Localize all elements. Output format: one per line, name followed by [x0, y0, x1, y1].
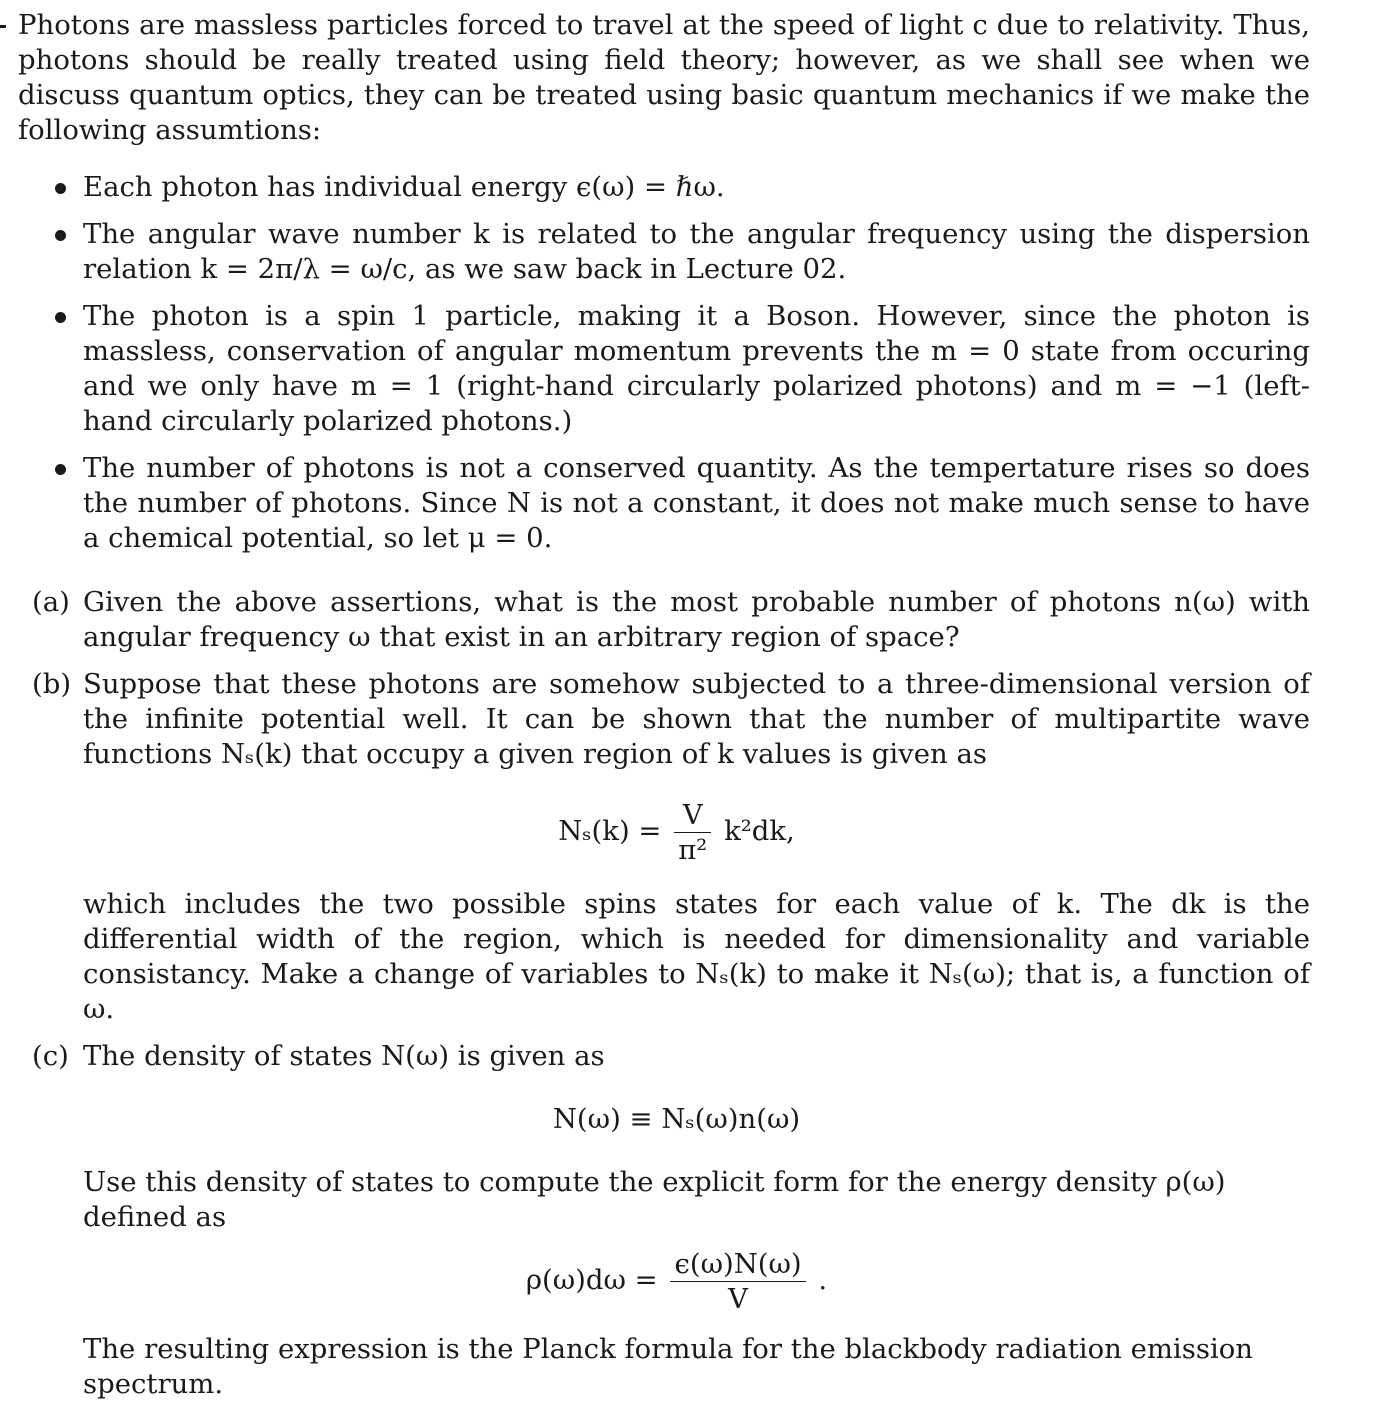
part-text-middle: Use this density of states to compute the explicit form for the energy density ρ(ω) defined as	[83, 1166, 1226, 1233]
fraction-denominator: π²	[678, 834, 708, 866]
equation-fraction	[674, 798, 711, 867]
part-text: Suppose that these photons are somehow subjected to a three-dimensional version of the infinite potential well. It can be shown that the number of multipartite wave functions Nₛ(k) that occupy a given region of k values is given as	[83, 668, 1310, 770]
assumption-text: The photon is a spin 1 particle, making it a Boson. However, since the photon is massless, conservation of angular momentum prevents the m = 0 state from occuring and we only have m = 1 (right-hand circularly polarized photons) and m = −1 (left-hand circularly polarized photons.)	[83, 300, 1310, 437]
equation-lhs: ρ(ω)dω =	[525, 1264, 658, 1296]
fraction-denominator: V	[728, 1283, 748, 1315]
equation-energy-density	[83, 1247, 1310, 1316]
part-b	[18, 667, 1310, 1027]
bullet-icon	[55, 312, 66, 323]
assumption-item	[18, 451, 1310, 556]
equation-lhs: Nₛ(k) =	[558, 815, 662, 847]
equation-ns-k	[83, 798, 1310, 867]
equation-rhs: k²dk,	[724, 815, 795, 847]
assumption-text: Each photon has individual energy ϵ(ω) = ℏω.	[83, 171, 725, 203]
part-label: (a)	[32, 586, 70, 618]
part-label: (b)	[32, 668, 72, 700]
assumption-text: The angular wave number k is related to the angular frequency using the dispersion relation k = 2π/λ = ω/c, as we saw back in Lecture 02.	[83, 218, 1310, 285]
part-text-final: The resulting expression is the Planck formula for the blackbody radiation emission spectrum.	[83, 1333, 1254, 1400]
bullet-icon	[55, 464, 66, 475]
part-text: The density of states N(ω) is given as	[83, 1040, 605, 1072]
intro-paragraph: Photons are massless particles forced to travel at the speed of light c due to relativity. Thus, photons should be really treated using field theory; however, as we shall see when we discuss quantum optics, they can be treated using basic quantum mechanics if we make the following assumtions:	[18, 9, 1310, 146]
part-text: Given the above assertions, what is the most probable number of photons n(ω) with angular frequency ω that exist in an arbitrary region of space?	[83, 586, 1310, 653]
equation-density-of-states: N(ω) ≡ Nₛ(ω)n(ω)	[552, 1103, 801, 1135]
fraction-numerator: ϵ(ω)N(ω)	[670, 1247, 805, 1282]
assumption-list	[18, 170, 1310, 556]
cropped-number-fragment	[0, 25, 6, 28]
part-text-continued: which includes the two possible spins states for each value of k. The dk is the differential width of the region, which is needed for dimensionality and variable consistancy. Make a change of variables to Nₛ(k) to make it Nₛ(ω); that is, a function of ω.	[83, 888, 1310, 1025]
assumption-item	[18, 299, 1310, 439]
assumption-item	[18, 217, 1310, 287]
assumption-text: The number of photons is not a conserved quantity. As the tempertature rises so does the number of photons. Since N is not a constant, it does not make much sense to have a chemical potential, so let μ = 0.	[83, 452, 1310, 554]
part-c	[18, 1039, 1310, 1402]
bullet-icon	[55, 230, 66, 241]
bullet-icon	[55, 183, 66, 194]
part-a	[18, 585, 1310, 655]
equation-fraction	[670, 1247, 805, 1316]
part-label: (c)	[32, 1040, 69, 1072]
equation-end: .	[818, 1264, 828, 1296]
fraction-numerator: V	[674, 798, 711, 833]
question-parts	[18, 585, 1310, 1402]
problem-document	[18, 8, 1310, 1402]
assumption-item	[18, 170, 1310, 205]
